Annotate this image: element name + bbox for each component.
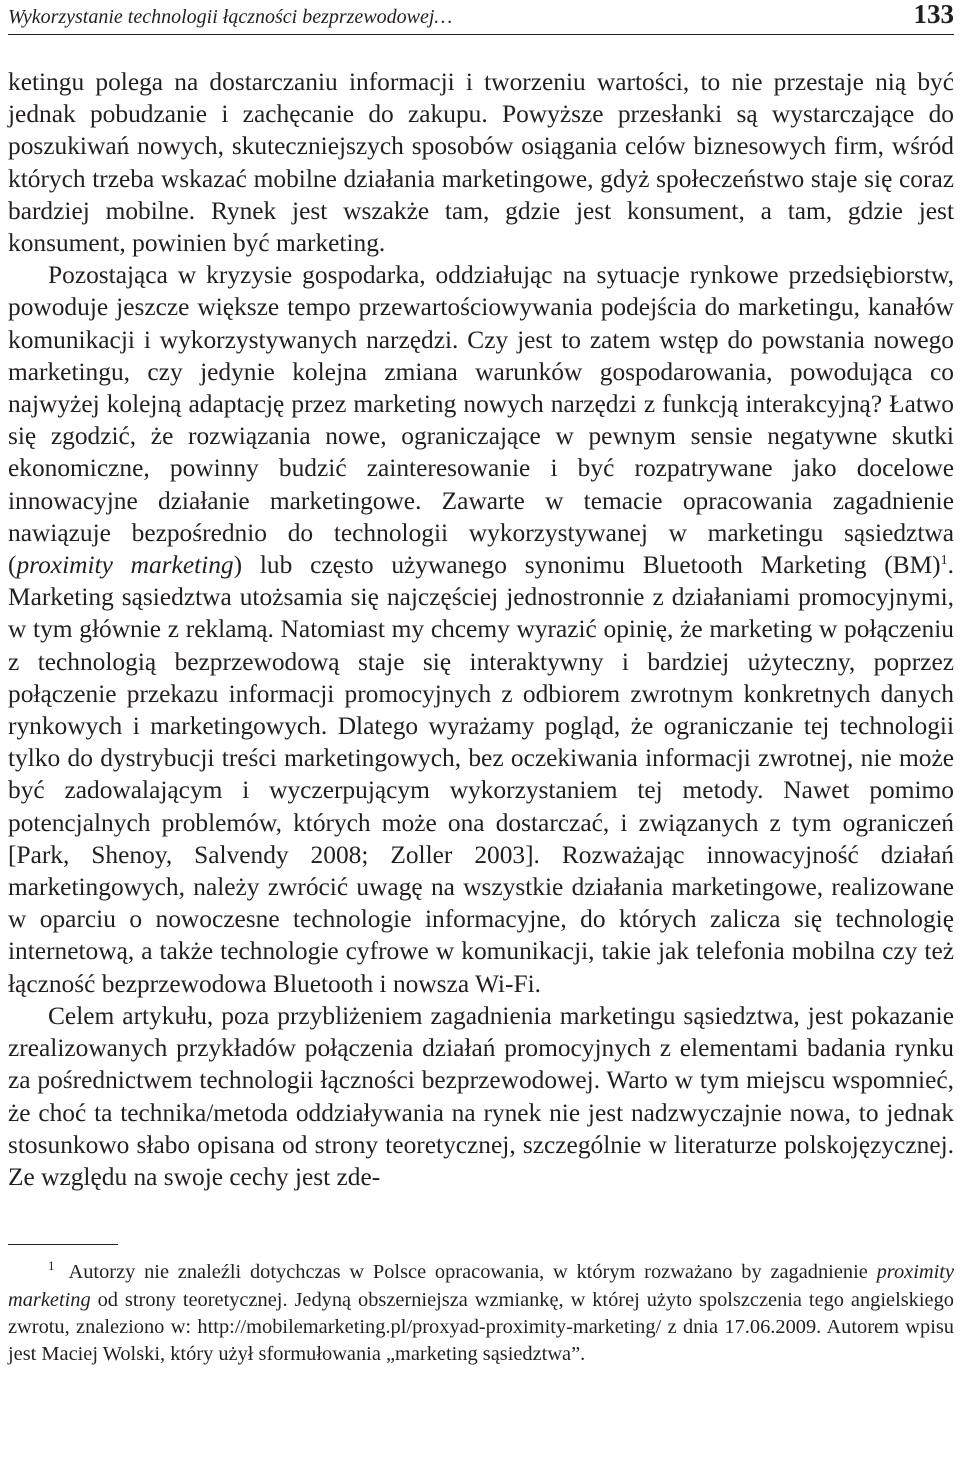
paragraph-1-text: ketingu polega na dostarczaniu informacji i tworzeniu wartości, to nie przestaje nią być jednak pobudzanie i zachęcanie do zakupu. Powyższe przesłanki są wystarczające do poszukiwań nowych, skuteczniejszych sposobów osiągania celów biznesowych firm, wśród których trzeba wskazać mobilne działania marketingowe, gdyż społeczeństwo staje się coraz bardziej mobilne. Rynek jest wszakże tam, gdzie jest konsument, a tam, gdzie jest konsument, powinien być marketing. bbox=[8, 68, 954, 258]
body-text bbox=[8, 66, 954, 1193]
footnote-mark: 1 bbox=[48, 1258, 55, 1274]
footnote-1 bbox=[8, 1259, 954, 1369]
running-title: Wykorzystanie technologii łączności bezprzewodowej… bbox=[8, 6, 453, 28]
footnote-text-b: od strony teoretycznej. Jedyną obszerniejsza wzmiankę, w której użyto spolszczenia tego angielskiego zwrotu, znaleziono w: http://mobilemarketing.pl/proxyad-proximity-marketing/ z dnia 17.06.2009. Autorem wpisu jest Maciej Wolski, który użył sformułowania „marketing sąsiedztwa”. bbox=[8, 1288, 954, 1366]
footnote-divider bbox=[8, 1244, 118, 1245]
footnote-italic-term: proximity marketing bbox=[8, 1261, 954, 1311]
document-page bbox=[8, 0, 954, 1369]
paragraph-2 bbox=[8, 259, 954, 1000]
paragraph-2-text-c: . Marketing sąsiedztwa utożsamia się najczęściej jednostronnie z działaniami promocyjnymi, w tym głównie z reklamą. Natomiast my chcemy wyrazić opinię, że marketing w połączeniu z technologią bezprzewodową staje się interaktywny i bardziej użyteczny, poprzez połączenie przekazu informacji promocyjnych z odbiorem zwrotnym konkretnych danych rynkowych i marketingowych. Dlatego wyrażamy pogląd, że ograniczanie tej technologii tylko do dystrybucji treści marketingowych, bez oczekiwania informacji zwrotnej, nie może być zadowalającym i wyczerpującym wykorzystaniem tej metody. Nawet pomimo potencjalnych problemów, których może ona dostarczać, i związanych z tym ograniczeń [Park, Shenoy, Salvendy 2008; Zoller 2003]. Rozważając innowacyjność działań marketingowych, należy zwrócić uwagę na wszystkie działania marketingowe, realizowane w oparciu o nowoczesne technologie informacyjne, do których zalicza się technologię internetową, a także technologie cyfrowe w komunikacji, takie jak telefonia mobilna czy też łączność bezprzewodowa Bluetooth i nowsza Wi-Fi. bbox=[8, 551, 954, 998]
paragraph-2-italic-term: proximity marketing bbox=[16, 551, 234, 580]
paragraph-1 bbox=[8, 66, 954, 259]
running-header bbox=[8, 0, 954, 35]
page-number: 133 bbox=[913, 0, 954, 29]
paragraph-2-text-a: Pozostająca w kryzysie gospodarka, oddziałując na sytuacje rynkowe przedsiębiorstw, powoduje jeszcze większe tempo przewartościowywania podejścia do marketingu, kanałów komunikacji i wykorzystywanych narzędzi. Czy jest to zatem wstęp do powstania nowego marketingu, czy jedynie kolejna zmiana warunków gospodarowania, powodująca co najwyżej kolejną adaptację przez marketing nowych narzędzi z funkcją interakcyjną? Łatwo się zgodzić, że rozwiązania nowe, ograniczające w pewnym sensie negatywne skutki ekonomiczne, powinny budzić zainteresowanie i być rozpatrywane jako docelowe innowacyjne działanie marketingowe. Zawarte w temacie opracowania zagadnienie nawiązuje bezpośrednio do technologii wykorzystywanej w marketingu sąsiedztwa ( bbox=[8, 261, 954, 580]
footnote-text-a: Autorzy nie znaleźli dotychczas w Polsce opracowania, w którym rozważano by zagadnienie bbox=[68, 1261, 877, 1284]
paragraph-3-text: Celem artykułu, poza przybliżeniem zagadnienia marketingu sąsiedztwa, jest pokazanie zrealizowanych przykładów połączenia działań promocyjnych z elementami badania rynku za pośrednictwem technologii łączności bezprzewodowej. Warto w tym miejscu wspomnieć, że choć ta technika/metoda oddziaływania na rynek nie jest nadzwyczajnie nowa, to jednak stosunkowo słabo opisana od strony teoretycznej, szczególnie w literaturze polskojęzycznej. Ze względu na swoje cechy jest zde- bbox=[8, 1001, 954, 1191]
paragraph-3 bbox=[8, 1000, 954, 1193]
footnote-reference[interactable]: 1 bbox=[940, 553, 948, 569]
paragraph-2-text-b: ) lub często używanego synonimu Bluetooth Marketing (BM) bbox=[233, 551, 941, 580]
